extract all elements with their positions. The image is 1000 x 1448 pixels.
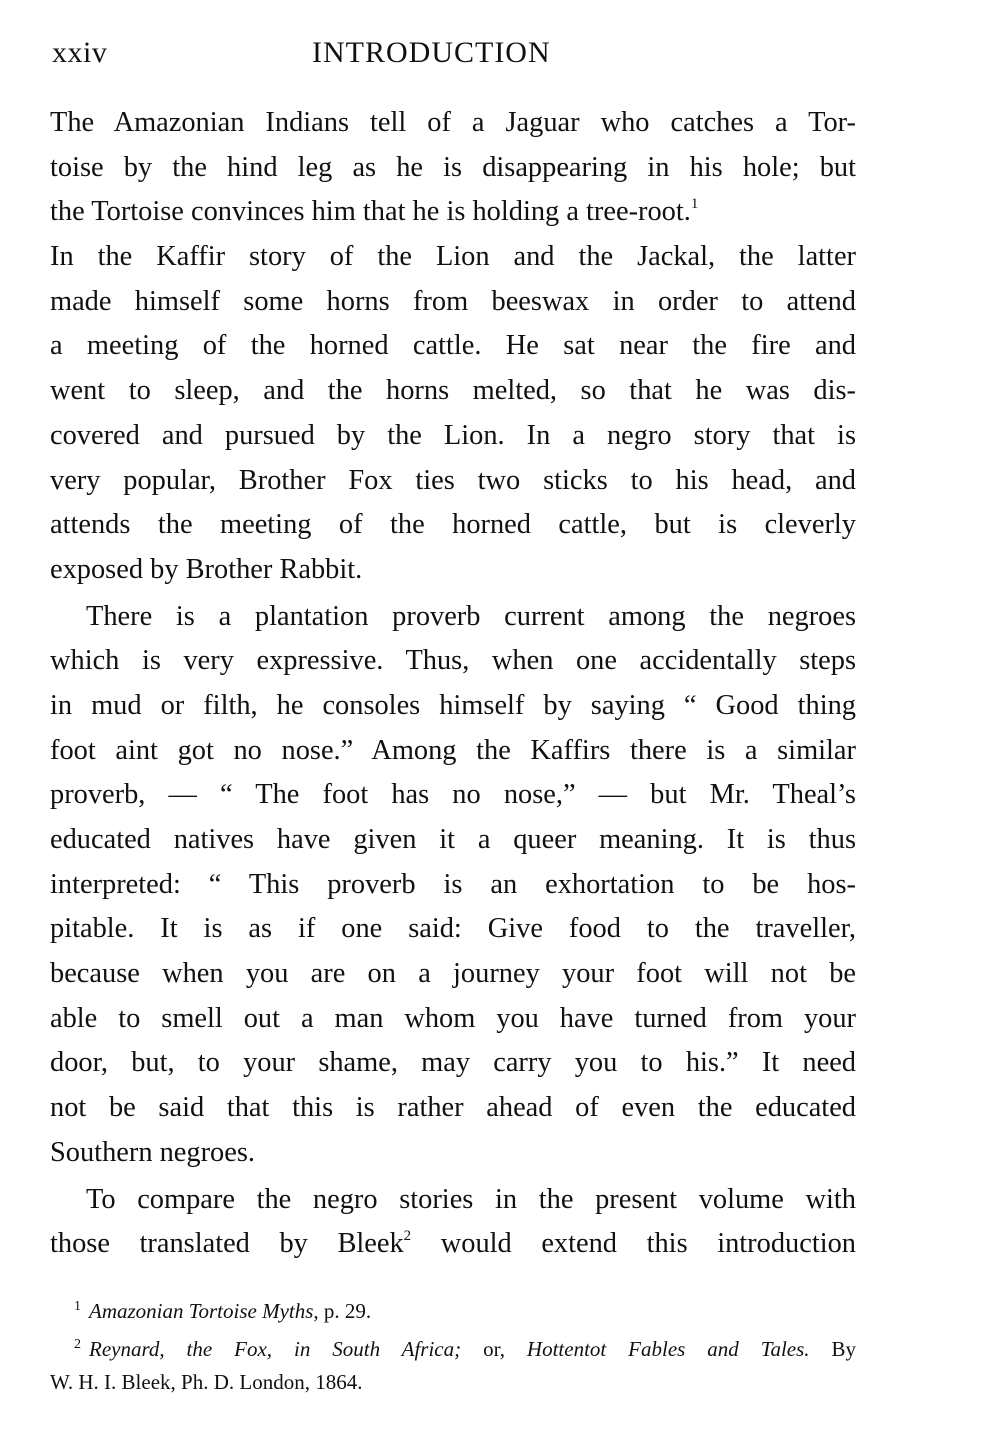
text-line: There is a plantation proverb current among the negroes xyxy=(86,600,856,632)
footnote-title: Hottentot Fables and Tales. xyxy=(526,1337,810,1361)
text-line: pitable. It is as if one said: Give food to the traveller, xyxy=(50,913,856,945)
book-page xyxy=(50,0,856,1394)
footnotes xyxy=(50,1290,856,1399)
text-line: a meeting of the horned cattle. He sat near the fire and xyxy=(50,330,856,362)
text-line: foot aint got no nose.” Among the Kaffirs there is a similar xyxy=(50,734,856,766)
text-line-content: would extend this introduction xyxy=(440,1228,856,1260)
footnote-text: , p. 29. xyxy=(313,1299,372,1323)
text-line: The Amazonian Indians tell of a Jaguar who catches a Tor- xyxy=(50,107,856,138)
text-line: To compare the negro stories in the present volume with xyxy=(86,1183,856,1215)
text-line: because when you are on a journey your foot will not be xyxy=(50,958,856,990)
text-line: educated natives have given it a queer meaning. It is thus xyxy=(50,824,856,855)
text-line: able to smell out a man whom you have turned from your xyxy=(50,1002,856,1034)
footnote-title: Amazonian Tortoise Myths xyxy=(89,1299,314,1323)
footnote-title: Reynard, the Fox, in South Africa; xyxy=(89,1337,462,1361)
paragraph-3 xyxy=(50,1178,856,1267)
text-line: attends the meeting of the horned cattle, but is cleverly xyxy=(50,509,856,541)
footnote-ref-2: 2 xyxy=(403,1228,412,1245)
text-line: Southern negroes. xyxy=(50,1136,256,1168)
running-head: INTRODUCTION xyxy=(312,36,551,69)
text-line xyxy=(50,1222,856,1267)
text-line-content: the Tortoise convinces him that he is holding a tree-root. xyxy=(50,196,691,228)
text-line: interpreted: “ This proverb is an exhortation to be hos- xyxy=(50,868,856,900)
footnote-1 xyxy=(50,1290,856,1328)
footnote-text: By xyxy=(809,1337,856,1361)
text-line: In the Kaffir story of the Lion and the Jackal, the latter xyxy=(50,241,856,273)
text-line: which is very expressive. Thus, when one accidentally steps xyxy=(50,645,856,677)
page-number: xxiv xyxy=(52,36,108,69)
text-line-content: those translated by Bleek xyxy=(50,1228,404,1260)
text-line xyxy=(50,190,856,235)
footnote-text: or, xyxy=(461,1337,527,1361)
text-line: made himself some horns from beeswax in order to attend xyxy=(50,285,856,317)
paragraph-2 xyxy=(50,595,856,1176)
text-line: very popular, Brother Fox ties two sticks to his head, and xyxy=(50,464,856,496)
footnote-mark: 2 xyxy=(74,1337,81,1352)
text-line: covered and pursued by the Lion. In a negro story that is xyxy=(50,419,856,451)
text-line: not be said that this is rather ahead of even the educated xyxy=(50,1092,856,1124)
text-line: exposed by Brother Rabbit. xyxy=(50,553,363,585)
text-line: toise by the hind leg as he is disappearing in his hole; but xyxy=(50,151,856,183)
footnote-mark: 1 xyxy=(74,1299,81,1314)
text-line: proverb, — “ The foot has no nose,” — but Mr. Theal’s xyxy=(50,779,856,811)
paragraph-1 xyxy=(50,101,856,593)
footnote-2 xyxy=(50,1328,856,1366)
body-text xyxy=(50,101,856,1267)
footnote-ref-1: 1 xyxy=(690,196,699,213)
page-header xyxy=(50,0,856,80)
text-line: door, but, to your shame, may carry you to his.” It need xyxy=(50,1047,856,1079)
text-line: in mud or filth, he consoles himself by saying “ Good thing xyxy=(50,689,856,721)
text-line: went to sleep, and the horns melted, so that he was dis- xyxy=(50,375,856,407)
footnote-2-continued: W. H. I. Bleek, Ph. D. London, 1864. xyxy=(50,1370,363,1394)
